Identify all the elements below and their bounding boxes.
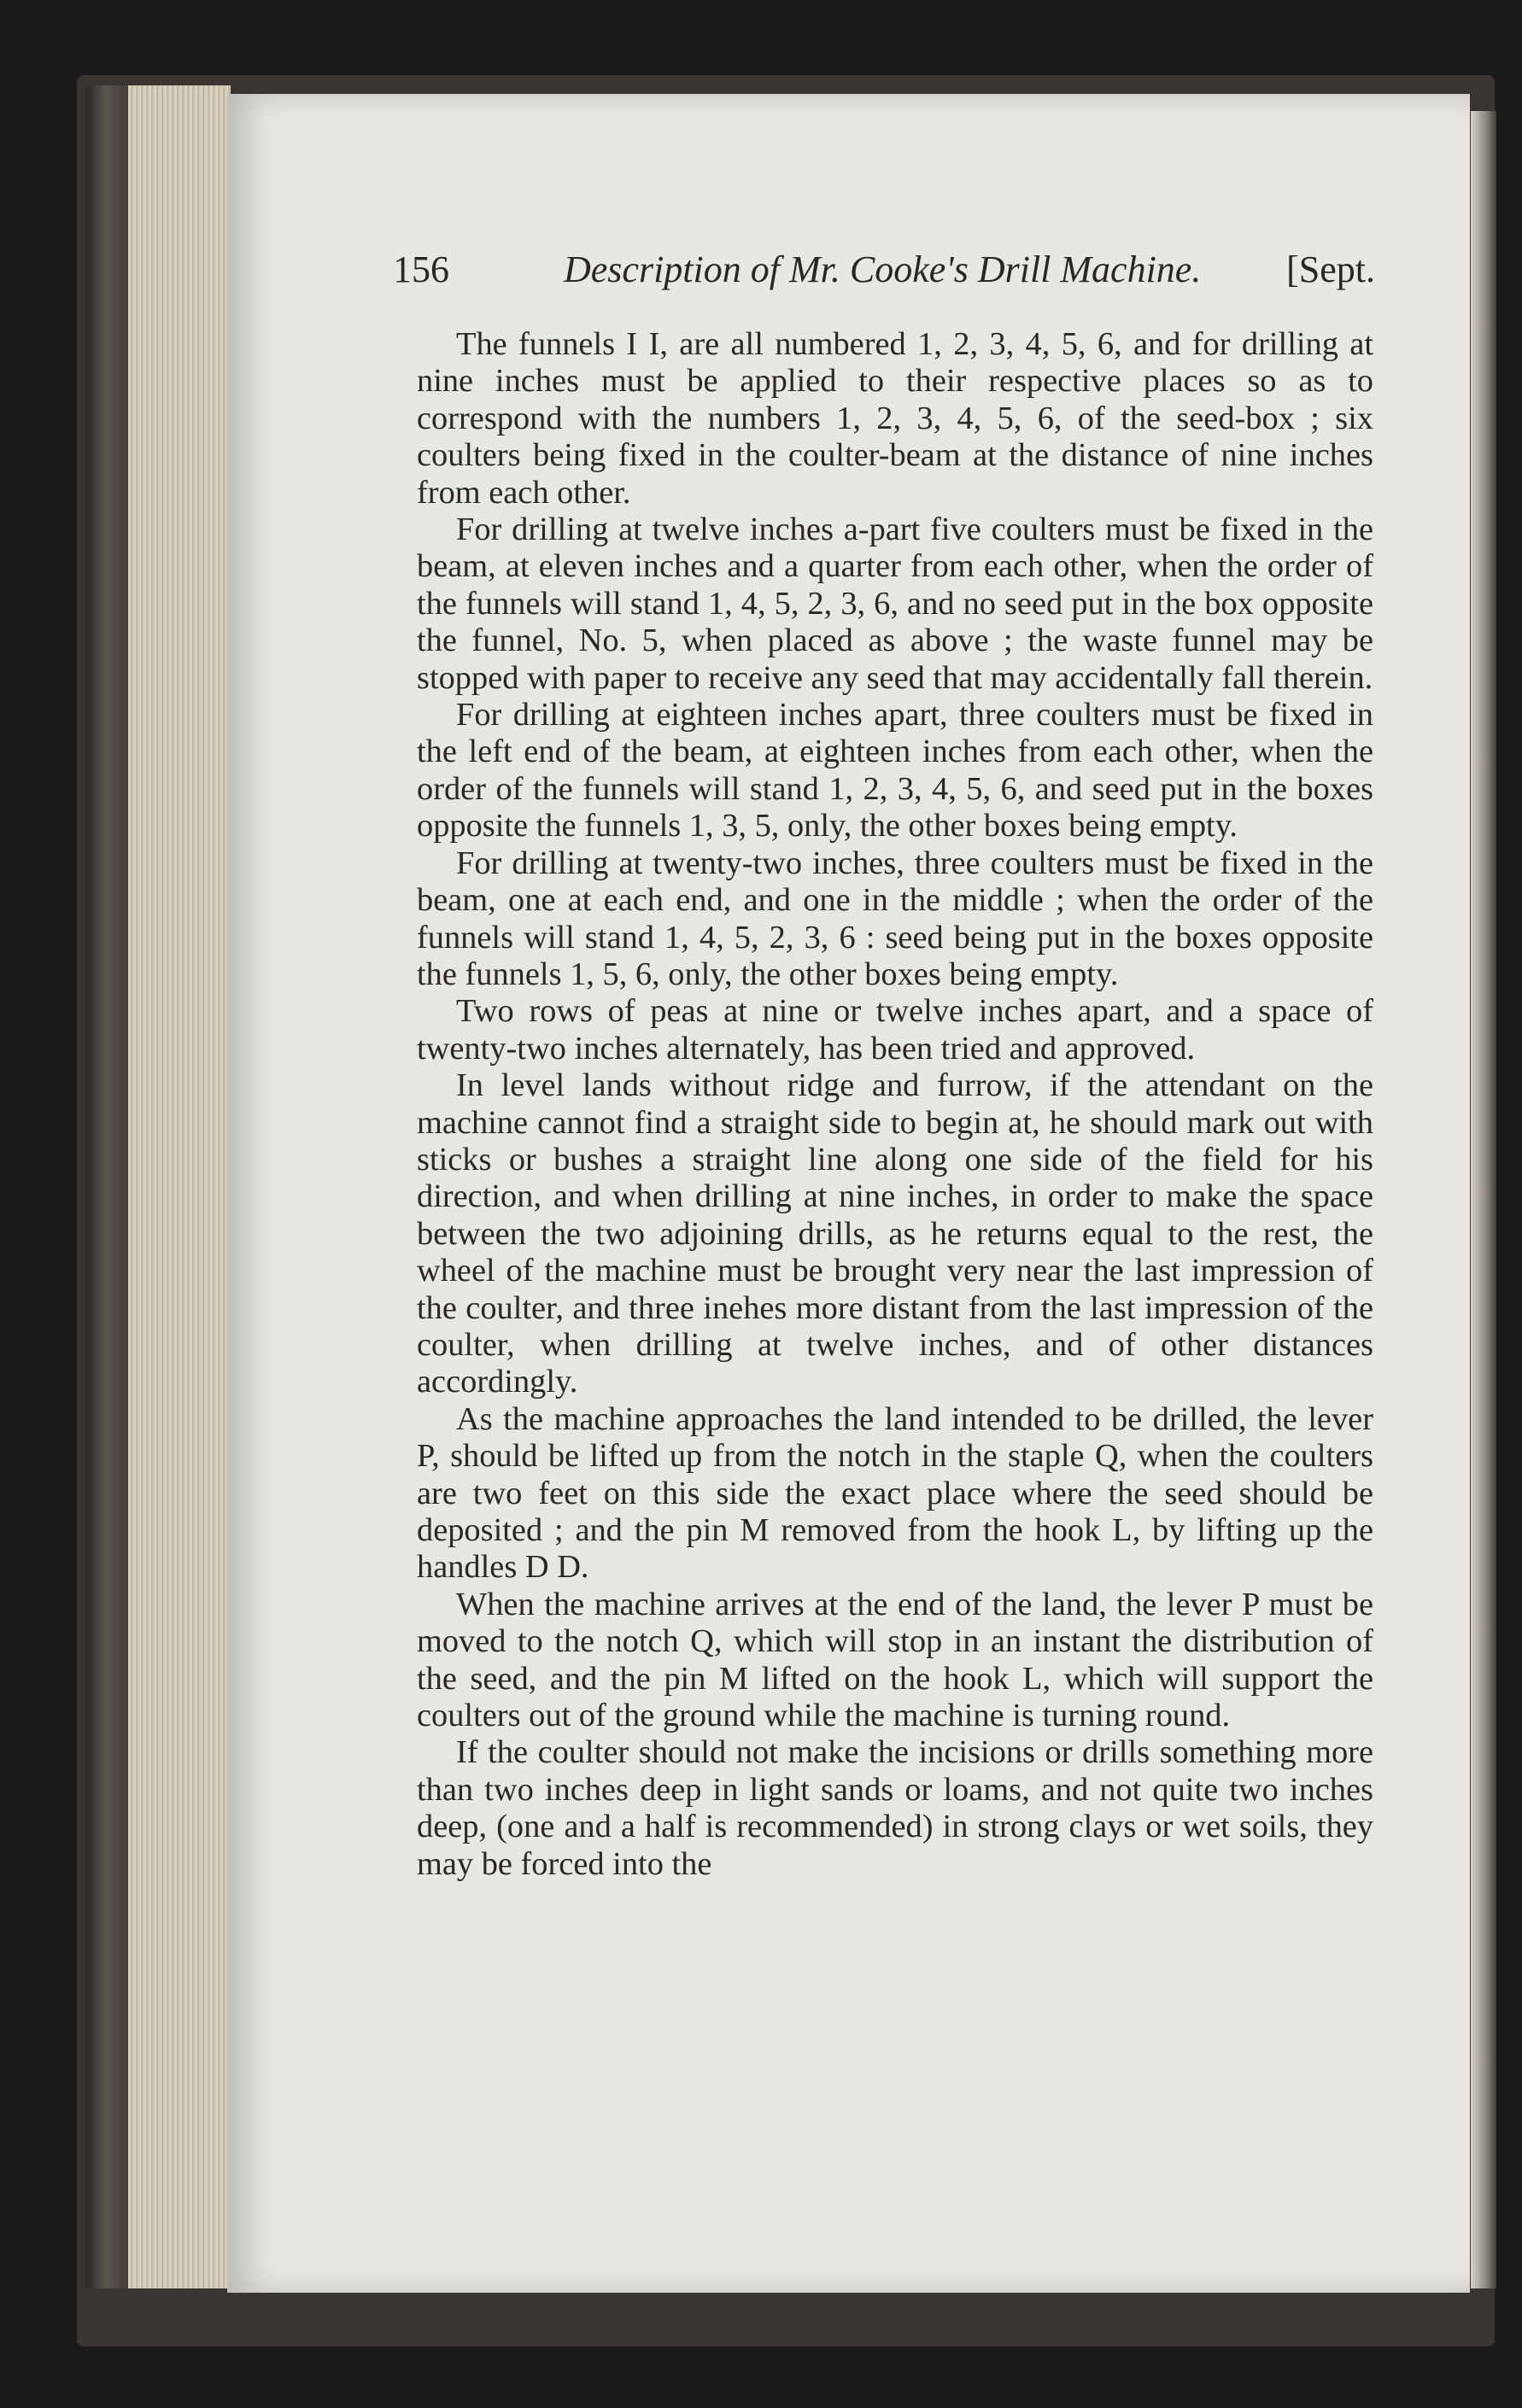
paragraph: When the machine arrives at the end of the land, the lever P must be moved to the notch Q, which will stop in an instant the distribution of the seed, and the pin M lifted on the hook L, which will support the coulters out of the ground while the machine is turning round. bbox=[417, 1586, 1373, 1734]
running-title: Description of Mr. Cooke's Drill Machine. bbox=[564, 248, 1202, 290]
paragraph: In level lands without ridge and furrow, if the attendant on the machine cannot find a straight side to begin at, he should mark out with sticks or bushes a straight line along one side of the field for his direction, and when drilling at nine inches, in order to make the space between the two adjoining drills, as he returns equal to the rest, the wheel of the machine must be brought very near the last impression of the coulter, and three inehes more distant from the last impression of the coulter, when drilling at twelve inches, and of other distances accordingly. bbox=[417, 1067, 1373, 1400]
running-month: [Sept. bbox=[1286, 248, 1375, 290]
paragraph: Two rows of peas at nine or twelve inches apart, and a space of twenty-two inches alternately, has been tried and approved. bbox=[417, 993, 1373, 1067]
paragraph: For drilling at eighteen inches apart, three coulters must be fixed in the left end of the beam, at eighteen inches from each other, when the order of the funnels will stand 1, 2, 3, 4, 5, 6, and seed put in the boxes opposite the funnels 1, 3, 5, only, the other boxes being empty. bbox=[417, 697, 1373, 845]
page-number: 156 bbox=[393, 248, 449, 290]
paragraph: If the coulter should not make the incisions or drills something more than two inches deep in light sands or loams, and not quite two inches deep, (one and a half is recommended) in strong clays or wet soils, they may be forced into the bbox=[417, 1734, 1373, 1882]
page-edges bbox=[128, 85, 231, 2288]
body-text bbox=[417, 326, 1373, 1883]
facing-page-edge bbox=[1471, 111, 1496, 2288]
paragraph: For drilling at twenty-two inches, three coulters must be fixed in the beam, one at each end, and one in the middle ; when the order of the funnels will stand 1, 4, 5, 2, 3, 6 : seed being put in the boxes opposite the funnels 1, 5, 6, only, the other boxes being empty. bbox=[417, 845, 1373, 992]
paragraph: As the machine approaches the land intended to be drilled, the lever P, should be lifted up from the notch in the staple Q, when the coulters are two feet on this side the exact place where the seed should be deposited ; and the pin M removed from the hook L, by lifting up the handles D D. bbox=[417, 1400, 1373, 1586]
page-header bbox=[393, 248, 1375, 307]
paragraph: For drilling at twelve inches a-part five coulters must be fixed in the beam, at eleven inches and a quarter from each other, when the order of the funnels will stand 1, 4, 5, 2, 3, 6, and no seed put in the box opposite the funnel, No. 5, when placed as above ; the waste funnel may be stopped with paper to receive any seed that may accidentally fall therein. bbox=[417, 511, 1373, 696]
paragraph: The funnels I I, are all numbered 1, 2, 3, 4, 5, 6, and for drilling at nine inches must be applied to their respective places so as to correspond with the numbers 1, 2, 3, 4, 5, 6, of the seed-box ; six coulters being fixed in the coulter-beam at the distance of nine inches from each other. bbox=[417, 326, 1373, 511]
